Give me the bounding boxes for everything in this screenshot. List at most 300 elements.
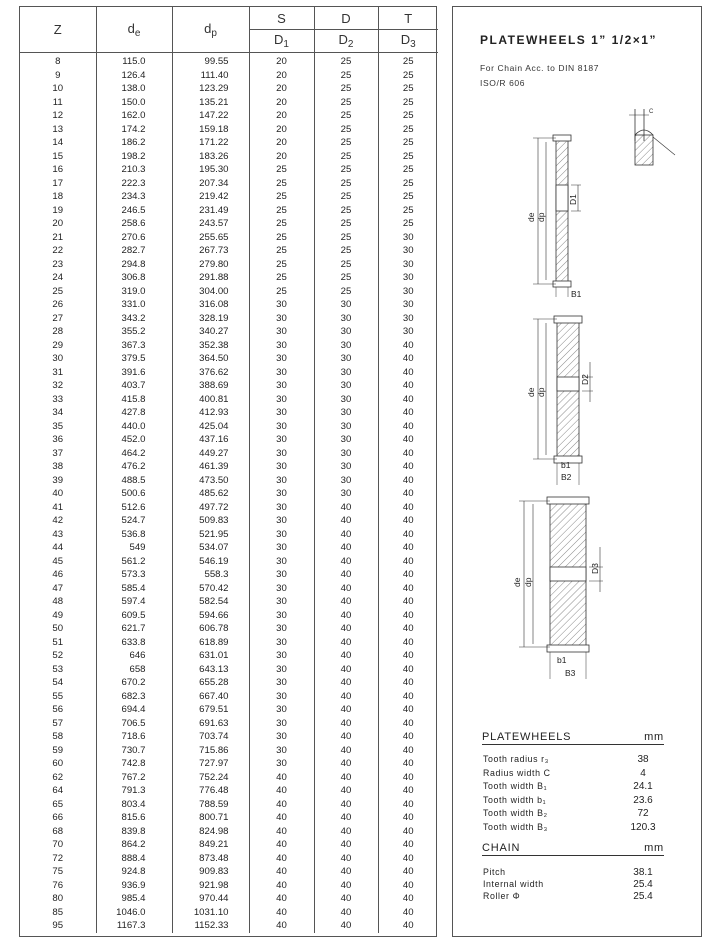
table-row: [20, 339, 438, 353]
cell-d: 40: [314, 717, 378, 731]
table-row: [20, 568, 438, 582]
cell-z: 15: [20, 150, 96, 164]
cell-d: 30: [314, 474, 378, 488]
cell-dp: 449.27: [172, 447, 249, 461]
cell-s: 30: [249, 528, 314, 542]
cell-t: 40: [402, 393, 414, 405]
cell-de: 282.7: [96, 244, 172, 258]
cell-dp: 111.40: [172, 69, 249, 83]
cell-s: 30: [249, 595, 314, 609]
cell-dp: 558.3: [172, 568, 249, 582]
cell-de: 222.3: [96, 177, 172, 191]
dp-label-1: dp: [536, 212, 546, 222]
cell-d: 40: [314, 852, 378, 866]
spec-row: [483, 822, 673, 832]
cell-t: 40: [402, 717, 414, 729]
table-row: [20, 703, 438, 717]
cell-z: 36: [20, 433, 96, 447]
cell-z: 70: [20, 838, 96, 852]
cell-z: 25: [20, 285, 96, 299]
table-row: [20, 744, 438, 758]
table-row: [20, 514, 438, 528]
de-label-2: de: [526, 387, 536, 397]
cell-t: 40: [402, 555, 414, 567]
cell-z: 21: [20, 231, 96, 245]
cell-s: 40: [249, 798, 314, 812]
spec-value: 4: [640, 767, 646, 779]
cell-dp: 425.04: [172, 420, 249, 434]
cell-de: 536.8: [96, 528, 172, 542]
cell-s: 20: [249, 150, 314, 164]
cell-s: 40: [249, 906, 314, 920]
cell-de: 767.2: [96, 771, 172, 785]
cell-z: 54: [20, 676, 96, 690]
cell-dp: 352.38: [172, 339, 249, 353]
cell-dp: 231.49: [172, 204, 249, 218]
table-row: [20, 177, 438, 191]
cell-dp: 328.19: [172, 312, 249, 326]
cell-z: 39: [20, 474, 96, 488]
cell-t: 40: [402, 906, 414, 918]
cell-d: 40: [314, 784, 378, 798]
cell-de: 343.2: [96, 312, 172, 326]
cell-t: 25: [402, 96, 414, 108]
cell-s: 40: [249, 771, 314, 785]
cell-s: 30: [249, 555, 314, 569]
cell-d: 25: [314, 69, 378, 83]
table-row: [20, 325, 438, 339]
cell-de: 115.0: [96, 53, 172, 69]
table-row: [20, 420, 438, 434]
cell-z: 32: [20, 379, 96, 393]
cell-d: 40: [314, 541, 378, 555]
table-row: [20, 96, 438, 110]
cell-d: 40: [314, 555, 378, 569]
cell-dp: 1031.10: [172, 906, 249, 920]
spec-label: Tooth radius r₃: [483, 754, 549, 764]
cell-dp: 800.71: [172, 811, 249, 825]
cell-dp: 388.69: [172, 379, 249, 393]
cell-de: 415.8: [96, 393, 172, 407]
cell-de: 174.2: [96, 123, 172, 137]
cell-t: 40: [402, 366, 414, 378]
header-dp: $d_p$: [172, 7, 249, 53]
header-t: T: [378, 7, 438, 30]
table-row: [20, 53, 438, 69]
cell-d: 40: [314, 744, 378, 758]
cell-z: 85: [20, 906, 96, 920]
cell-dp: 824.98: [172, 825, 249, 839]
cell-t: 40: [402, 704, 414, 715]
cell-d: 25: [314, 244, 378, 258]
single-platewheel-drawing: [526, 135, 582, 299]
table-row: [20, 69, 438, 83]
cell-d: 30: [314, 339, 378, 353]
cell-t: 30: [402, 258, 414, 270]
cell-s: 25: [249, 244, 314, 258]
cell-z: 29: [20, 339, 96, 353]
table-row: [20, 919, 438, 933]
spec-label: Pitch: [483, 867, 506, 877]
cell-s: 25: [249, 258, 314, 272]
spec-row: [483, 768, 673, 778]
cell-d: 25: [314, 53, 378, 69]
cell-t: 40: [402, 596, 414, 607]
cell-z: 16: [20, 163, 96, 177]
cell-z: 42: [20, 514, 96, 528]
cell-d: 40: [314, 622, 378, 636]
table-row: [20, 163, 438, 177]
table-row: [20, 757, 438, 771]
cell-s: 30: [249, 312, 314, 326]
cell-dp: 267.73: [172, 244, 249, 258]
cell-dp: 631.01: [172, 649, 249, 663]
cell-s: 30: [249, 717, 314, 731]
cell-de: 512.6: [96, 501, 172, 515]
table-row: [20, 609, 438, 623]
cell-z: 17: [20, 177, 96, 191]
cell-t: 40: [402, 447, 414, 459]
b3-label: B3: [565, 668, 576, 678]
cell-dp: 643.13: [172, 663, 249, 677]
cell-s: 20: [249, 69, 314, 83]
spec-label: Roller Φ: [483, 891, 521, 901]
cell-dp: 655.28: [172, 676, 249, 690]
cell-t: 40: [402, 461, 414, 472]
cell-d: 25: [314, 271, 378, 285]
spec-value: 38: [637, 754, 649, 765]
table-row: [20, 393, 438, 407]
cell-d: 40: [314, 798, 378, 812]
cell-z: 27: [20, 312, 96, 326]
table-body: [20, 53, 438, 933]
table-row: [20, 865, 438, 879]
table-row: [20, 595, 438, 609]
double-platewheel-drawing: [526, 316, 593, 485]
cell-dp: 99.55: [172, 53, 249, 69]
cell-t: 40: [402, 353, 414, 364]
radius-c-label: C: [649, 109, 654, 115]
spec-value: 72: [637, 808, 649, 820]
table-row: [20, 406, 438, 420]
cell-dp: 509.83: [172, 514, 249, 528]
triple-platewheel-drawing: [512, 497, 603, 679]
cell-s: 25: [249, 231, 314, 245]
cell-z: 26: [20, 298, 96, 312]
cell-s: 30: [249, 649, 314, 663]
cell-t: 40: [402, 569, 414, 580]
cell-de: 367.3: [96, 339, 172, 353]
table-row: [20, 460, 438, 474]
cell-dp: 546.19: [172, 555, 249, 569]
cell-de: 403.7: [96, 379, 172, 393]
spec-label: Tooth width b₁: [483, 794, 547, 805]
cell-t: 40: [402, 542, 414, 553]
cell-s: 30: [249, 744, 314, 758]
table-row: [20, 312, 438, 326]
cell-s: 25: [249, 177, 314, 191]
cell-de: 561.2: [96, 555, 172, 569]
d1-label: D1: [568, 194, 578, 205]
cell-d: 25: [314, 217, 378, 231]
cell-de: 500.6: [96, 487, 172, 501]
spec-value: 23.6: [633, 794, 653, 806]
cell-s: 40: [249, 865, 314, 879]
cell-de: 585.4: [96, 582, 172, 596]
cell-t: 25: [402, 56, 414, 67]
table-row: [20, 258, 438, 272]
cell-de: 126.4: [96, 69, 172, 83]
cell-t: 40: [402, 825, 414, 837]
spec-label: Radius width C: [483, 767, 551, 778]
cell-z: 11: [20, 96, 96, 110]
cell-s: 30: [249, 514, 314, 528]
cell-d: 40: [314, 636, 378, 650]
cell-s: 30: [249, 703, 314, 717]
cell-z: 59: [20, 744, 96, 758]
cell-d: 40: [314, 528, 378, 542]
cell-d: 40: [314, 838, 378, 852]
cell-z: 37: [20, 447, 96, 461]
cell-z: 41: [20, 501, 96, 515]
cell-s: 30: [249, 339, 314, 353]
cell-de: 319.0: [96, 285, 172, 299]
cell-d: 40: [314, 906, 378, 920]
cell-dp: 970.44: [172, 892, 249, 906]
cell-z: 8: [20, 53, 96, 69]
table-row: [20, 190, 438, 204]
cell-z: 55: [20, 690, 96, 704]
cell-z: 18: [20, 190, 96, 204]
cell-de: 150.0: [96, 96, 172, 110]
spec-row: [483, 781, 673, 791]
cell-de: 270.6: [96, 231, 172, 245]
cell-dp: 316.08: [172, 298, 249, 312]
cell-de: 1167.3: [96, 919, 172, 933]
table-row: [20, 541, 438, 555]
spec-label: Internal width: [483, 879, 544, 889]
cell-s: 25: [249, 204, 314, 218]
cell-t: 40: [402, 339, 414, 351]
cell-de: 815.6: [96, 811, 172, 825]
cell-dp: 727.97: [172, 757, 249, 771]
cell-dp: 304.00: [172, 285, 249, 299]
cell-t: 40: [402, 474, 414, 486]
cell-z: 57: [20, 717, 96, 731]
table-row: [20, 811, 438, 825]
table-row: [20, 771, 438, 785]
header-d3: $D_3$: [378, 30, 438, 53]
cell-z: 20: [20, 217, 96, 231]
cell-s: 25: [249, 163, 314, 177]
table-row: [20, 717, 438, 731]
cell-d: 40: [314, 609, 378, 623]
cell-z: 66: [20, 811, 96, 825]
spec-value: 120.3: [630, 822, 656, 833]
cell-s: 30: [249, 568, 314, 582]
cell-d: 40: [314, 730, 378, 744]
table-row: [20, 825, 438, 839]
cell-dp: 873.48: [172, 852, 249, 866]
spec-row: [483, 795, 673, 805]
table-row: [20, 622, 438, 636]
cell-s: 30: [249, 609, 314, 623]
cell-d: 40: [314, 582, 378, 596]
header-d: D: [314, 7, 378, 30]
cell-t: 25: [402, 83, 414, 94]
cell-d: 30: [314, 487, 378, 501]
header-s: S: [249, 7, 314, 30]
table-row: [20, 204, 438, 218]
cell-s: 30: [249, 379, 314, 393]
table-row: [20, 636, 438, 650]
table-row: [20, 892, 438, 906]
cell-z: 45: [20, 555, 96, 569]
cell-d: 40: [314, 865, 378, 879]
cell-z: 48: [20, 595, 96, 609]
dp-label-2: dp: [536, 387, 546, 397]
cell-t: 25: [402, 110, 414, 121]
cell-dp: 534.07: [172, 541, 249, 555]
cell-s: 20: [249, 96, 314, 110]
cell-d: 40: [314, 757, 378, 771]
header-de: $d_e$: [96, 7, 172, 53]
table-row: [20, 217, 438, 231]
cell-s: 40: [249, 879, 314, 893]
cell-d: 25: [314, 190, 378, 204]
cell-de: 742.8: [96, 757, 172, 771]
cell-s: 30: [249, 690, 314, 704]
cell-s: 40: [249, 919, 314, 933]
chain-standard: For Chain Acc. to DIN 8187: [480, 63, 600, 73]
cell-z: 19: [20, 204, 96, 218]
cell-d: 30: [314, 325, 378, 339]
table-row: [20, 298, 438, 312]
cell-t: 40: [402, 434, 414, 445]
cell-d: 25: [314, 204, 378, 218]
cell-z: 65: [20, 798, 96, 812]
cell-s: 30: [249, 366, 314, 380]
cell-dp: 473.50: [172, 474, 249, 488]
cell-dp: 582.54: [172, 595, 249, 609]
cell-s: 30: [249, 730, 314, 744]
cell-z: 24: [20, 271, 96, 285]
cell-t: 40: [402, 852, 414, 864]
cell-de: 670.2: [96, 676, 172, 690]
spec-row: [483, 808, 673, 818]
table-row: [20, 487, 438, 501]
cell-t: 40: [402, 528, 414, 540]
cell-z: 44: [20, 541, 96, 555]
cell-z: 30: [20, 352, 96, 366]
cell-t: 25: [402, 150, 414, 162]
cell-t: 40: [402, 879, 414, 891]
spec-label: Tooth width B₃: [483, 822, 548, 832]
table-row: [20, 447, 438, 461]
cell-t: 30: [402, 245, 414, 256]
cell-de: 549: [96, 541, 172, 555]
cell-d: 30: [314, 366, 378, 380]
cell-s: 30: [249, 406, 314, 420]
cell-s: 25: [249, 285, 314, 299]
cell-de: 355.2: [96, 325, 172, 339]
cell-dp: 207.34: [172, 177, 249, 191]
table-row: [20, 82, 438, 96]
cell-t: 40: [402, 677, 414, 688]
cell-t: 25: [402, 218, 414, 229]
cell-d: 40: [314, 879, 378, 893]
cell-de: 210.3: [96, 163, 172, 177]
cell-dp: 618.89: [172, 636, 249, 650]
cell-de: 331.0: [96, 298, 172, 312]
cell-z: 46: [20, 568, 96, 582]
cell-d: 25: [314, 163, 378, 177]
cell-s: 25: [249, 271, 314, 285]
cell-de: 464.2: [96, 447, 172, 461]
cell-de: 246.5: [96, 204, 172, 218]
cell-dp: 364.50: [172, 352, 249, 366]
cell-s: 30: [249, 676, 314, 690]
cell-z: 75: [20, 865, 96, 879]
cell-d: 40: [314, 771, 378, 785]
cell-t: 30: [402, 312, 414, 324]
cell-de: 1046.0: [96, 906, 172, 920]
cell-d: 25: [314, 82, 378, 96]
cell-dp: 159.18: [172, 123, 249, 137]
cell-de: 306.8: [96, 271, 172, 285]
cell-d: 30: [314, 406, 378, 420]
cell-d: 25: [314, 123, 378, 137]
cell-d: 40: [314, 892, 378, 906]
cell-dp: 183.26: [172, 150, 249, 164]
cell-t: 25: [402, 123, 414, 135]
tooth-detail-drawing: [629, 109, 675, 165]
cell-dp: 412.93: [172, 406, 249, 420]
cell-z: 34: [20, 406, 96, 420]
cell-z: 31: [20, 366, 96, 380]
cell-z: 12: [20, 109, 96, 123]
cell-d: 25: [314, 177, 378, 191]
cell-d: 40: [314, 690, 378, 704]
header-d1: $D_1$: [249, 30, 314, 53]
cell-d: 30: [314, 379, 378, 393]
table-row: [20, 231, 438, 245]
header-d2: $D_2$: [314, 30, 378, 53]
cell-t: 30: [402, 231, 414, 243]
cell-dp: 752.24: [172, 771, 249, 785]
table-row: [20, 366, 438, 380]
cell-dp: 921.98: [172, 879, 249, 893]
cell-dp: 291.88: [172, 271, 249, 285]
cell-z: 33: [20, 393, 96, 407]
cell-d: 40: [314, 703, 378, 717]
cell-t: 40: [402, 785, 414, 796]
cell-d: 40: [314, 919, 378, 933]
cell-de: 573.3: [96, 568, 172, 582]
cell-de: 427.8: [96, 406, 172, 420]
cell-dp: 485.62: [172, 487, 249, 501]
table-row: [20, 285, 438, 299]
cell-d: 40: [314, 501, 378, 515]
cell-dp: 788.59: [172, 798, 249, 812]
cell-t: 40: [402, 515, 414, 526]
cell-s: 30: [249, 636, 314, 650]
cell-t: 40: [402, 407, 414, 418]
cell-t: 40: [402, 744, 414, 756]
cell-z: 14: [20, 136, 96, 150]
cell-d: 30: [314, 298, 378, 312]
cell-de: 864.2: [96, 838, 172, 852]
